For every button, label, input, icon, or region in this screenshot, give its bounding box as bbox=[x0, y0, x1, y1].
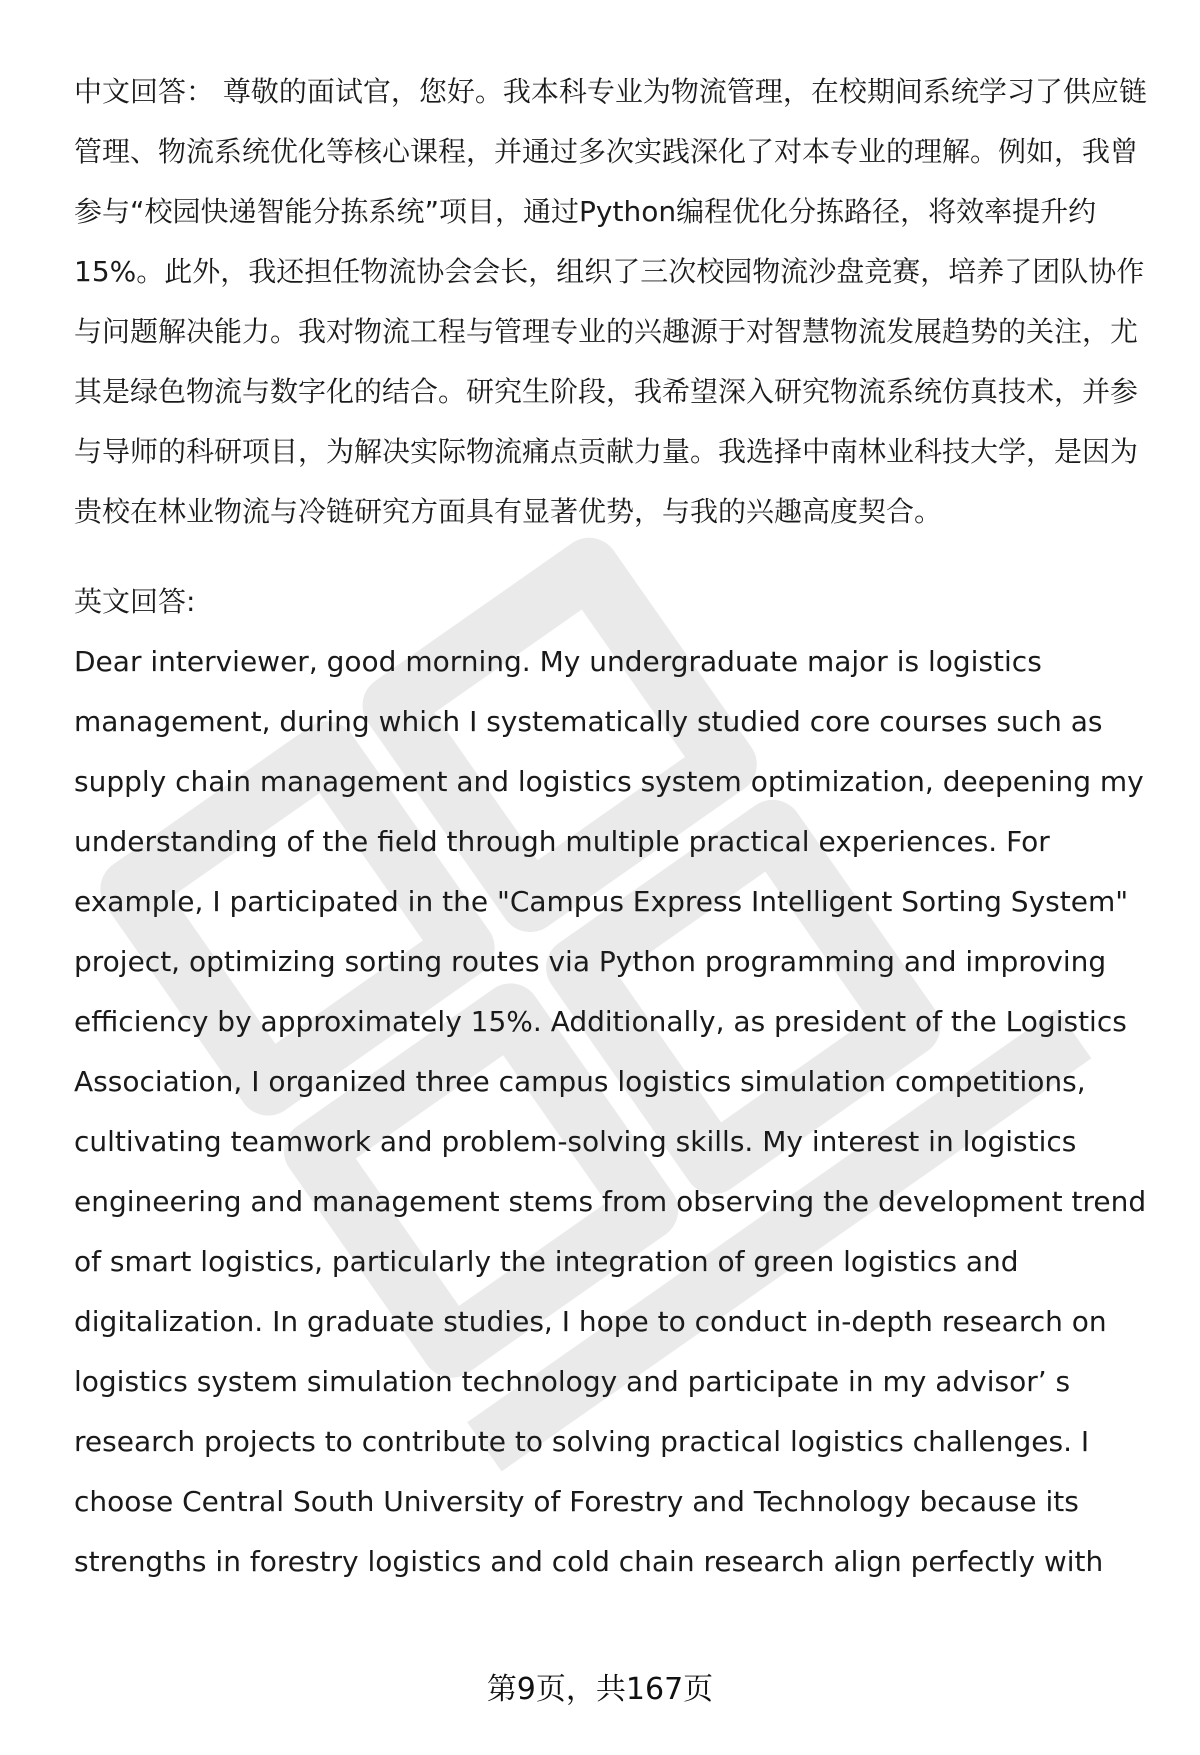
chinese-answer-paragraph: 中文回答： 尊敬的面试官，您好。我本科专业为物流管理，在校期间系统学习了供应链管理、物流系统优化等核心课程，并通过多次实践深化了对本专业的理解。例如，我曾参与“校园快递智能分拣系统”项目，通过Python编程优化分拣路径，将效率提升约15%。此外，我还担任物流协会会长，组织了三次校园物流沙盘竞赛，培养了团队协作与问题解决能力。我对物流工程与管理专业的兴趣源于对智慧物流发展趋势的关注，尤其是绿色物流与数字化的结合。研究生阶段，我希望深入研究物流系统仿真技术，并参与导师的科研项目，为解决实际物流痛点贡献力量。我选择中南林业科技大学，是因为贵校在林业物流与冷链研究方面具有显著优势，与我的兴趣高度契合。 bbox=[74, 75, 1147, 528]
english-answer-label: 英文回答: bbox=[74, 585, 196, 618]
page-indicator: 第9页，共167页 bbox=[486, 1672, 714, 1707]
document-content bbox=[74, 62, 1154, 1592]
paragraph-spacer bbox=[74, 542, 1154, 572]
english-answer-paragraph: Dear interviewer, good morning. My undergraduate major is logistics management, during which I systematically studied core courses such as supply chain management and logistics system optimization, deepening my understanding of the field through multiple practical experiences. For example, I participated in the "Campus Express Intelligent Sorting System" project, optimizing sorting routes via Python programming and improving efficiency by approximately 15%. Additionally, as president of the Logistics Association, I organized three campus logistics simulation competitions, cultivating teamwork and problem-solving skills. My interest in logistics engineering and management stems from observing the development trend of smart logistics, particularly the integration of green logistics and digitalization. In graduate studies, I hope to conduct in-depth research on logistics system simulation technology and participate in my advisor’ s research projects to contribute to solving practical logistics challenges. I choose Central South University of Forestry and Technology because its strengths in forestry logistics and cold chain research align perfectly with bbox=[74, 645, 1147, 1578]
page-footer bbox=[0, 1670, 1200, 1710]
